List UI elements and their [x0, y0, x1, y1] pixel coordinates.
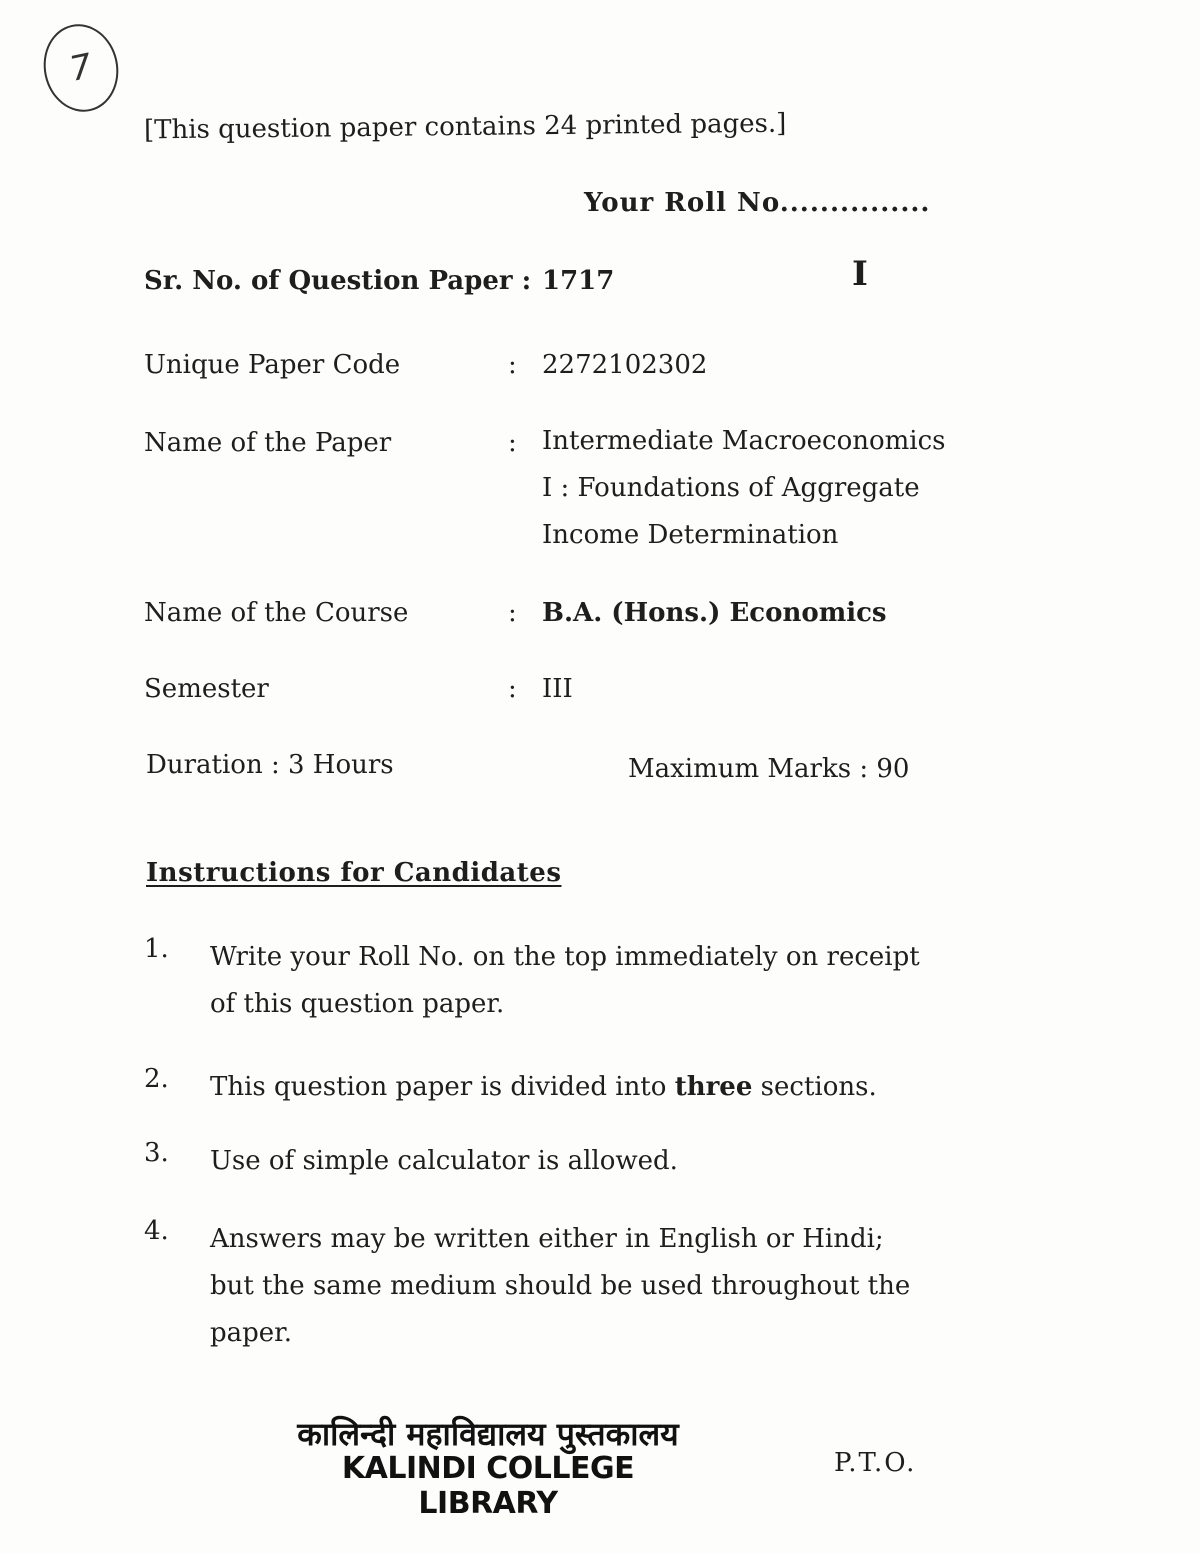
course-value: B.A. (Hons.) Economics — [542, 598, 887, 628]
semester-label: Semester — [144, 674, 269, 704]
pto-label: P.T.O. — [834, 1448, 917, 1478]
maximum-marks: Maximum Marks : 90 — [628, 754, 910, 784]
course-label: Name of the Course — [144, 598, 409, 628]
paper-value-line: Intermediate Macroeconomics — [542, 426, 946, 456]
upc-colon: : — [508, 350, 517, 380]
set-label: I — [852, 254, 868, 294]
instruction-number: 2. — [144, 1064, 169, 1094]
paper-value — [542, 418, 946, 559]
semester-colon: : — [508, 674, 517, 704]
paper-colon: : — [508, 428, 517, 458]
paper-value-line: Income Determination — [542, 520, 839, 550]
sr-no-label: Sr. No. of Question Paper : — [144, 266, 532, 296]
upc-value: 2272102302 — [542, 350, 708, 380]
stamp-hindi-text: कालिन्दी महाविद्यालय पुस्तकालय — [297, 1415, 679, 1453]
upc-label: Unique Paper Code — [144, 350, 401, 380]
semester-value: III — [542, 674, 573, 704]
duration: Duration : 3 Hours — [146, 750, 394, 780]
instructions-heading: Instructions for Candidates — [146, 858, 562, 888]
roll-number-field: Your Roll No............... — [584, 188, 931, 218]
course-colon: : — [508, 598, 517, 628]
instruction-text: Write your Roll No. on the top immediately on receipt of this question paper. — [210, 942, 920, 1019]
instruction-number: 3. — [144, 1138, 169, 1168]
sr-no-value: 1717 — [542, 266, 615, 296]
instruction-number: 4. — [144, 1216, 169, 1246]
instruction-text: Answers may be written either in English or Hindi; but the same medium should be used throughout the paper. — [210, 1224, 911, 1348]
instruction-number: 1. — [144, 934, 169, 964]
library-stamp — [268, 1412, 708, 1521]
paper-value-line: I : Foundations of Aggregate — [542, 473, 920, 503]
emphasis: three — [674, 1072, 753, 1102]
paper-label: Name of the Paper — [144, 428, 392, 458]
instruction-text: Use of simple calculator is allowed. — [210, 1146, 678, 1176]
instruction-text: This question paper is divided into three sections. — [210, 1072, 877, 1102]
pages-note: [This question paper contains 24 printed pages.] — [143, 108, 787, 146]
handwritten-circled-number: 7 — [36, 17, 127, 118]
stamp-english-text: KALINDI COLLEGE LIBRARY — [341, 1451, 635, 1521]
